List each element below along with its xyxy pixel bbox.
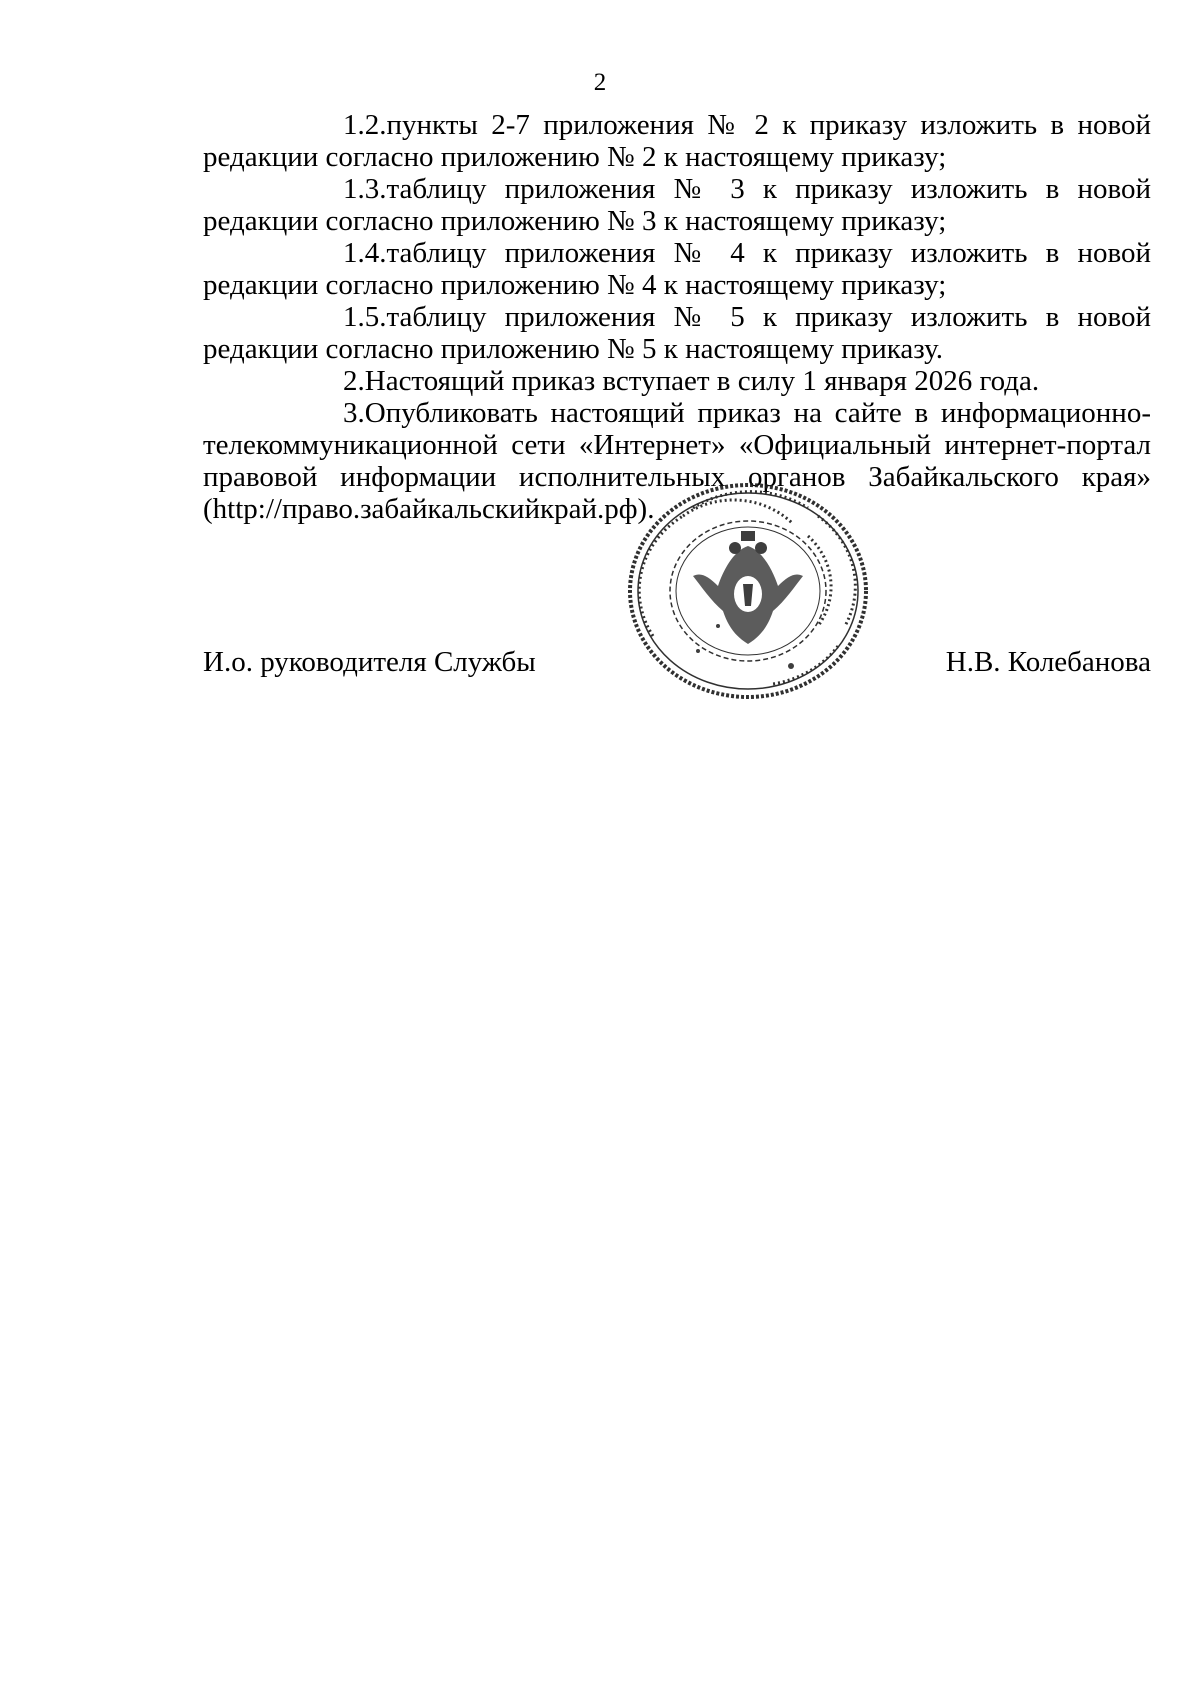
paragraph-number: 1.3.	[343, 173, 387, 205]
paragraph-number: 1.5.	[343, 301, 387, 333]
paragraph-1-2	[203, 109, 1151, 173]
paragraph-text: таблицу приложения № 4 к приказу изложить в новой редакции согласно приложению № 4 к настоящему приказу;	[203, 237, 1151, 301]
paragraph-1-3	[203, 173, 1151, 237]
paragraph-text: пункты 2-7 приложения № 2 к приказу изложить в новой редакции согласно приложению № 2 к настоящему приказу;	[203, 109, 1151, 173]
signatory-position: И.о. руководителя Службы	[203, 646, 536, 678]
signatory-name: Н.В. Колебанова	[945, 646, 1151, 678]
paragraph-number: 1.2.	[343, 109, 387, 141]
paragraph-2	[203, 365, 1151, 397]
paragraph-1-4	[203, 237, 1151, 301]
paragraph-number: 2.	[343, 365, 365, 397]
paragraph-text: таблицу приложения № 5 к приказу изложить в новой редакции согласно приложению № 5 к настоящему приказу.	[203, 301, 1151, 365]
paragraph-text: Настоящий приказ вступает в силу 1 января 2026 года.	[364, 365, 1040, 397]
document-body	[203, 109, 1151, 525]
paragraph-text: Опубликовать настоящий приказ на сайте в информационно-телекоммуникационной сети «Интернет» «Официальный интернет-портал правовой информации исполнительных органов Забайкальского края» (http://право.забайкальскийкрай.рф).	[203, 397, 1151, 525]
page-number: 2	[593, 69, 607, 96]
paragraph-text: таблицу приложения № 3 к приказу изложить в новой редакции согласно приложению № 3 к настоящему приказу;	[203, 173, 1151, 237]
paragraph-number: 1.4.	[343, 237, 387, 269]
official-seal-stamp	[623, 476, 873, 706]
paragraph-1-5	[203, 301, 1151, 365]
paragraph-number: 3.	[343, 397, 365, 429]
